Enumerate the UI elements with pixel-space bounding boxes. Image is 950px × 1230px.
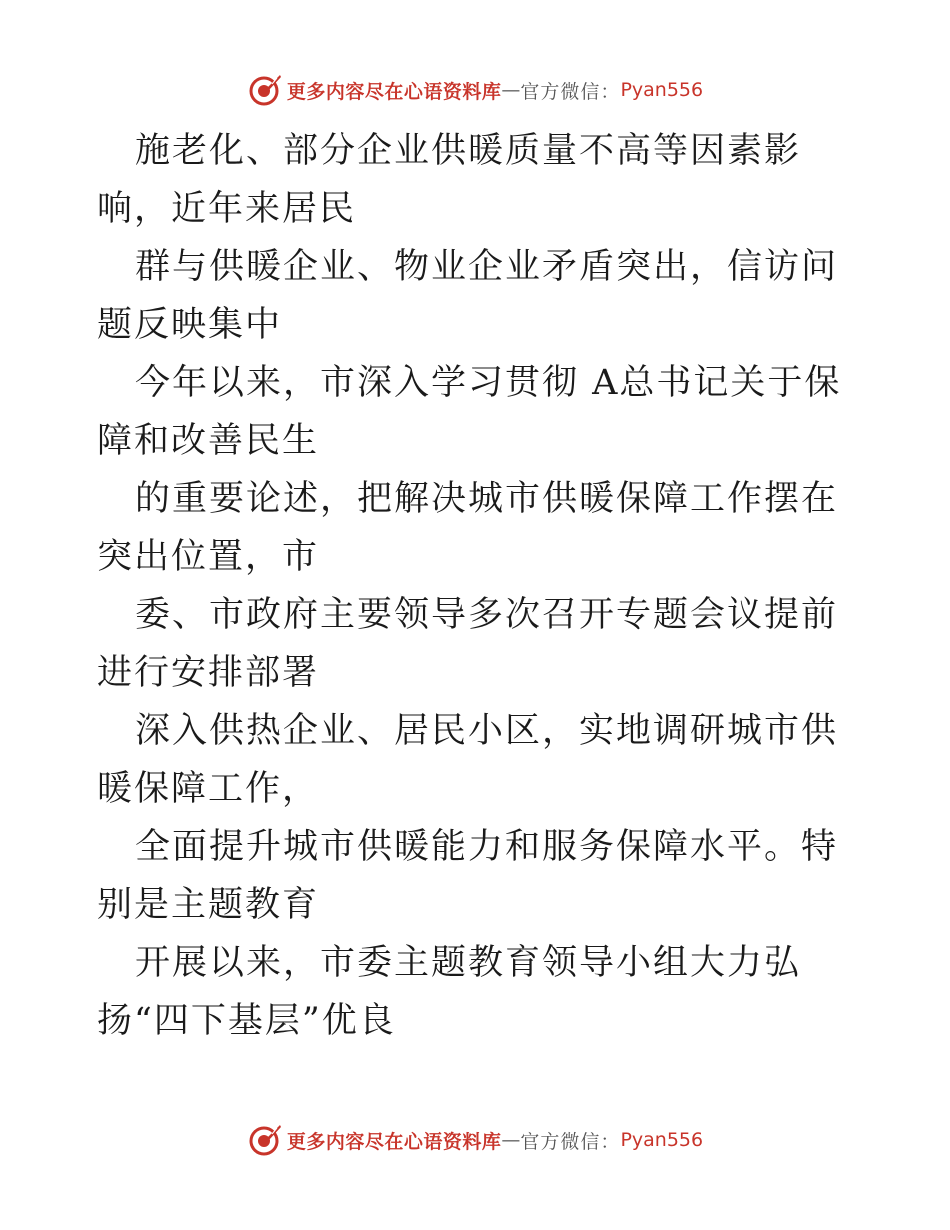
document-body — [97, 122, 857, 1050]
header-wechat-id: Pyan556 — [620, 79, 704, 101]
header-wechat-label: 官方微信： — [520, 80, 621, 103]
footer-brand-text: 更多内容尽在心语资料库 — [286, 1130, 502, 1153]
header-banner — [0, 70, 950, 110]
paragraph: 委、市政府主要领导多次召开专题会议提前进行安排部署 — [97, 595, 839, 693]
paragraph: 的重要论述，把解决城市供暖保障工作摆在突出位置，市 — [97, 479, 839, 577]
footer-banner — [0, 1120, 950, 1160]
paragraph: 深入供热企业、居民小区，实地调研城市供暖保障工作， — [97, 711, 839, 809]
quill-seal-icon — [247, 1122, 283, 1158]
header-brand-text: 更多内容尽在心语资料库 — [286, 80, 502, 103]
paragraph: 全面提升城市供暖能力和服务保障水平。特别是主题教育 — [97, 827, 839, 925]
quill-seal-icon — [247, 72, 283, 108]
header-dash: — — [501, 79, 521, 101]
paragraph: 群与供暖企业、物业企业矛盾突出，信访问题反映集中 — [97, 247, 839, 345]
footer-wechat-label: 官方微信： — [520, 1130, 621, 1153]
footer-dash: — — [501, 1129, 521, 1151]
paragraph: 今年以来，市深入学习贯彻 A总书记关于保障和改善民生 — [97, 363, 842, 461]
paragraph: 施老化、部分企业供暖质量不高等因素影响，近年来居民 — [97, 131, 802, 229]
footer-wechat-id: Pyan556 — [620, 1129, 704, 1151]
paragraph: 开展以来，市委主题教育领导小组大力弘扬“四下基层”优良 — [97, 943, 802, 1041]
